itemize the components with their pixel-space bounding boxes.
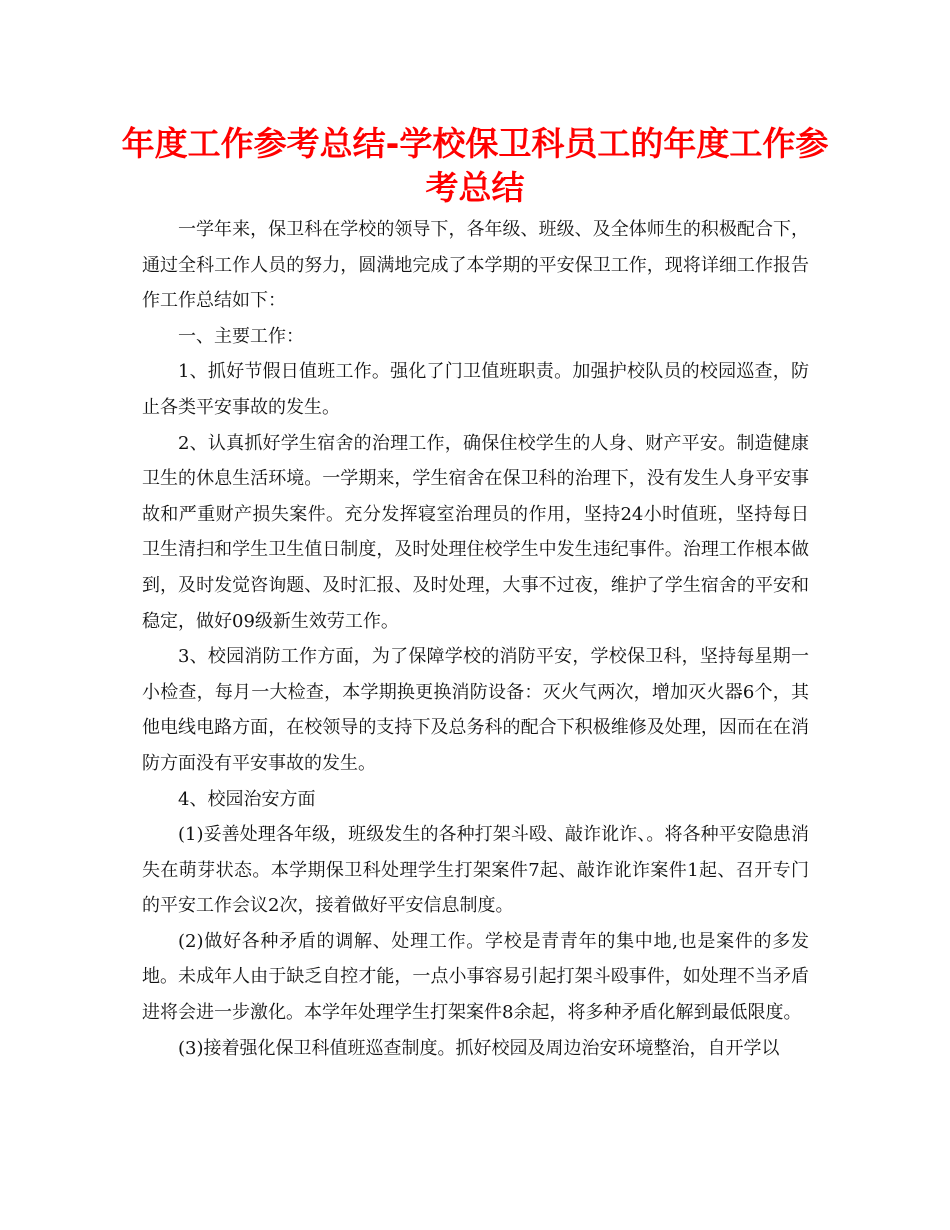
document-title: 年度工作参考总结-学校保卫科员工的年度工作参考总结 <box>121 124 829 207</box>
document-body <box>142 212 809 1066</box>
paragraph-intro: 一学年来，保卫科在学校的领导下，各年级、班级、及全体师生的积极配合下，通过全科工作人员的努力，圆满地完成了本学期的平安保卫工作，现将详细工作报告作工作总结如下： <box>142 219 809 312</box>
paragraph-subitem-2: (2)做好各种矛盾的调解、处理工作。学校是青青年的集中地,也是案件的多发地。未成年人由于缺乏自控才能，一点小事容易引起打架斗殴事件，如处理不当矛盾进将会进一步激化。本学年处理学生打架案件8余起，将多种矛盾化解到最低限度。 <box>142 930 809 1024</box>
paragraph-item-1: 1、抓好节假日值班工作。强化了门卫值班职责。加强护校队员的校园巡查，防止各类平安事故的发生。 <box>142 361 809 418</box>
paragraph-subitem-1: (1)妥善处理各年级，班级发生的各种打架斗殴、敲诈讹诈、。将各种平安隐患消失在萌芽状态。本学期保卫科处理学生打架案件7起、敲诈讹诈案件1起、召开专门的平安工作会议2次，接着做好平安信息制度。 <box>142 824 809 917</box>
paragraph-item-2: 2、认真抓好学生宿舍的治理工作，确保住校学生的人身、财产平安。制造健康卫生的休息生活环境。一学期来，学生宿舍在保卫科的治理下，没有发生人身平安事故和严重财产损失案件。充分发挥寝室治理员的作用，坚持24小时值班，坚持每日卫生清扫和学生卫生值日制度，及时处理住校学生中发生违纪事件。治理工作根本做到，及时发觉咨询题、及时汇报、及时处理，大事不过夜，维护了学生宿舍的平安和稳定，做好09级新生效劳工作。 <box>142 432 809 632</box>
paragraph-item-3: 3、校园消防工作方面，为了保障学校的消防平安，学校保卫科，坚持每星期一小检查，每月一大检查，本学期换更换消防设备：灭火气两次，增加灭火器6个，其他电线电路方面，在校领导的支持下及总务科的配合下积极维修及处理，因而在在消防方面没有平安事故的发生。 <box>142 646 809 774</box>
section-heading-campus-security: 4、校园治安方面 <box>178 788 316 810</box>
paragraph-subitem-3: (3)接着强化保卫科值班巡查制度。抓好校园及周边治安环境整治，自开学以 <box>178 1037 780 1059</box>
section-heading-main-work: 一、主要工作： <box>178 325 304 347</box>
